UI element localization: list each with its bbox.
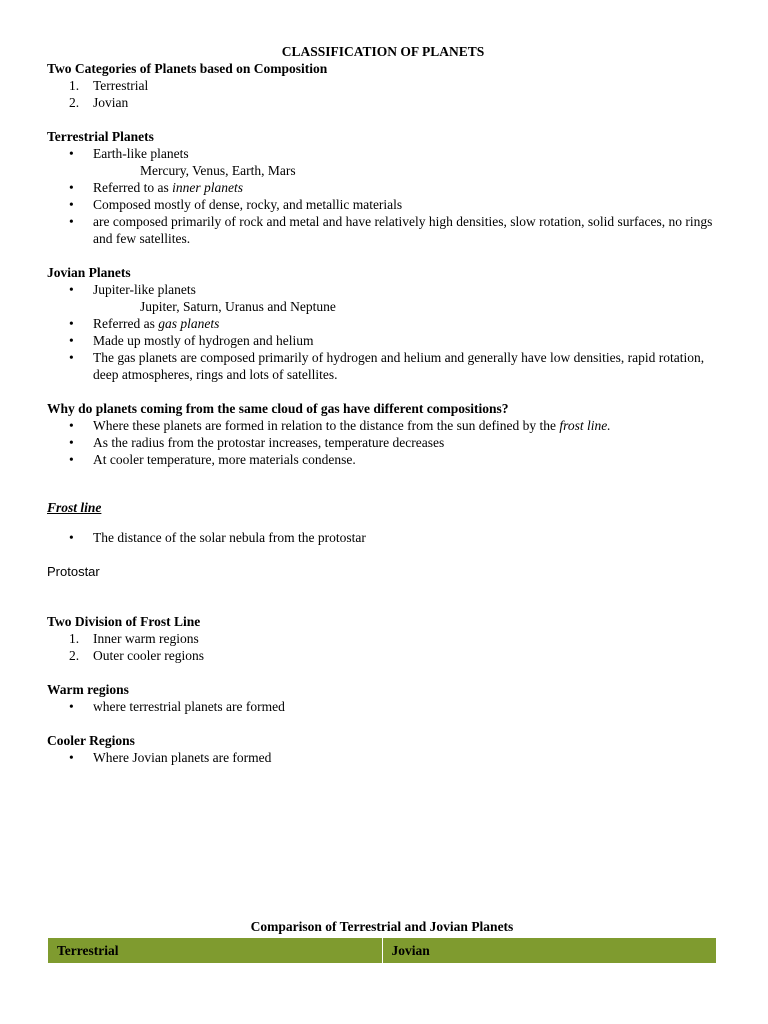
comparison-table-section xyxy=(47,918,717,964)
emphasis-text: frost line. xyxy=(559,418,611,433)
list-number: 1. xyxy=(69,78,80,93)
list-item xyxy=(47,179,719,196)
list-item-text: Inner warm regions xyxy=(93,631,199,646)
emphasis-text: gas planets xyxy=(158,316,220,331)
list-item xyxy=(47,94,719,111)
categories-list xyxy=(47,77,719,111)
bullet-icon: • xyxy=(69,316,74,331)
categories-heading: Two Categories of Planets based on Composition xyxy=(47,61,328,76)
list-item-text: Where these planets are formed in relation to the distance from the sun defined by the xyxy=(93,418,560,433)
document-page xyxy=(47,43,719,766)
frost-list xyxy=(47,529,719,546)
list-item-text: Where Jovian planets are formed xyxy=(93,750,272,765)
list-item xyxy=(47,647,719,664)
bullet-icon: • xyxy=(69,530,74,545)
list-item xyxy=(47,749,719,766)
bullet-icon: • xyxy=(69,452,74,467)
list-number: 2. xyxy=(69,648,80,663)
bullet-icon: • xyxy=(69,750,74,765)
table-header-row xyxy=(48,938,717,964)
cooler-heading: Cooler Regions xyxy=(47,733,135,748)
bullet-icon: • xyxy=(69,214,74,229)
terrestrial-list xyxy=(47,145,719,247)
jovian-heading: Jovian Planets xyxy=(47,265,131,280)
column-header-jovian: Jovian xyxy=(382,938,717,964)
warm-heading: Warm regions xyxy=(47,682,129,697)
list-item xyxy=(47,417,719,434)
list-item xyxy=(47,630,719,647)
warm-list xyxy=(47,698,719,715)
list-item xyxy=(47,529,719,546)
terrestrial-heading: Terrestrial Planets xyxy=(47,129,154,144)
cooler-list xyxy=(47,749,719,766)
list-number: 2. xyxy=(69,95,80,110)
list-item xyxy=(47,698,719,715)
protostar-label: Protostar xyxy=(47,564,100,579)
list-item-text: Referred as xyxy=(93,316,159,331)
list-item xyxy=(47,213,719,247)
list-item-text: are composed primarily of rock and metal and have relatively high densities, slow rotation, solid surfaces, no rings and few satellites. xyxy=(93,214,713,246)
list-item-text: Composed mostly of dense, rocky, and metallic materials xyxy=(93,197,403,212)
frost-line-heading: Frost line xyxy=(47,499,102,515)
list-item-text: Referred to as xyxy=(93,180,173,195)
why-list xyxy=(47,417,719,468)
list-item xyxy=(47,281,719,298)
terrestrial-examples: Mercury, Venus, Earth, Mars xyxy=(140,163,296,178)
list-item xyxy=(47,434,719,451)
list-item-text: Jupiter-like planets xyxy=(93,282,196,297)
list-item-text: The gas planets are composed primarily of hydrogen and helium and generally have low densities, rapid rotation, deep atmospheres, rings and lots of satellites. xyxy=(93,350,705,382)
list-item-text: At cooler temperature, more materials condense. xyxy=(93,452,356,467)
bullet-icon: • xyxy=(69,197,74,212)
document-title: CLASSIFICATION OF PLANETS xyxy=(281,44,485,59)
bullet-icon: • xyxy=(69,699,74,714)
division-heading: Two Division of Frost Line xyxy=(47,614,201,629)
list-item-text: where terrestrial planets are formed xyxy=(93,699,285,714)
list-item xyxy=(47,315,719,332)
list-item-text: Earth-like planets xyxy=(93,146,189,161)
list-item-text: Terrestrial xyxy=(93,78,149,93)
comparison-title: Comparison of Terrestrial and Jovian Planets xyxy=(250,919,514,934)
bullet-icon: • xyxy=(69,435,74,450)
bullet-icon: • xyxy=(69,333,74,348)
list-number: 1. xyxy=(69,631,80,646)
emphasis-text: inner planets xyxy=(172,180,243,195)
list-item-text: The distance of the solar nebula from the protostar xyxy=(93,530,366,545)
list-item xyxy=(47,196,719,213)
list-item-text: Jovian xyxy=(93,95,129,110)
comparison-table xyxy=(47,937,717,964)
bullet-icon: • xyxy=(69,350,74,365)
list-item xyxy=(47,145,719,162)
list-item-text: As the radius from the protostar increases, temperature decreases xyxy=(93,435,445,450)
bullet-icon: • xyxy=(69,418,74,433)
list-item xyxy=(47,77,719,94)
division-list xyxy=(47,630,719,664)
bullet-icon: • xyxy=(69,146,74,161)
list-item xyxy=(47,451,719,468)
bullet-icon: • xyxy=(69,282,74,297)
list-item xyxy=(47,349,719,383)
list-item xyxy=(47,332,719,349)
jovian-examples: Jupiter, Saturn, Uranus and Neptune xyxy=(140,299,336,314)
jovian-list xyxy=(47,281,719,383)
column-header-terrestrial: Terrestrial xyxy=(48,938,383,964)
bullet-icon: • xyxy=(69,180,74,195)
list-item-text: Made up mostly of hydrogen and helium xyxy=(93,333,314,348)
list-item-text: Outer cooler regions xyxy=(93,648,204,663)
why-heading: Why do planets coming from the same cloud of gas have different compositions? xyxy=(47,401,509,416)
